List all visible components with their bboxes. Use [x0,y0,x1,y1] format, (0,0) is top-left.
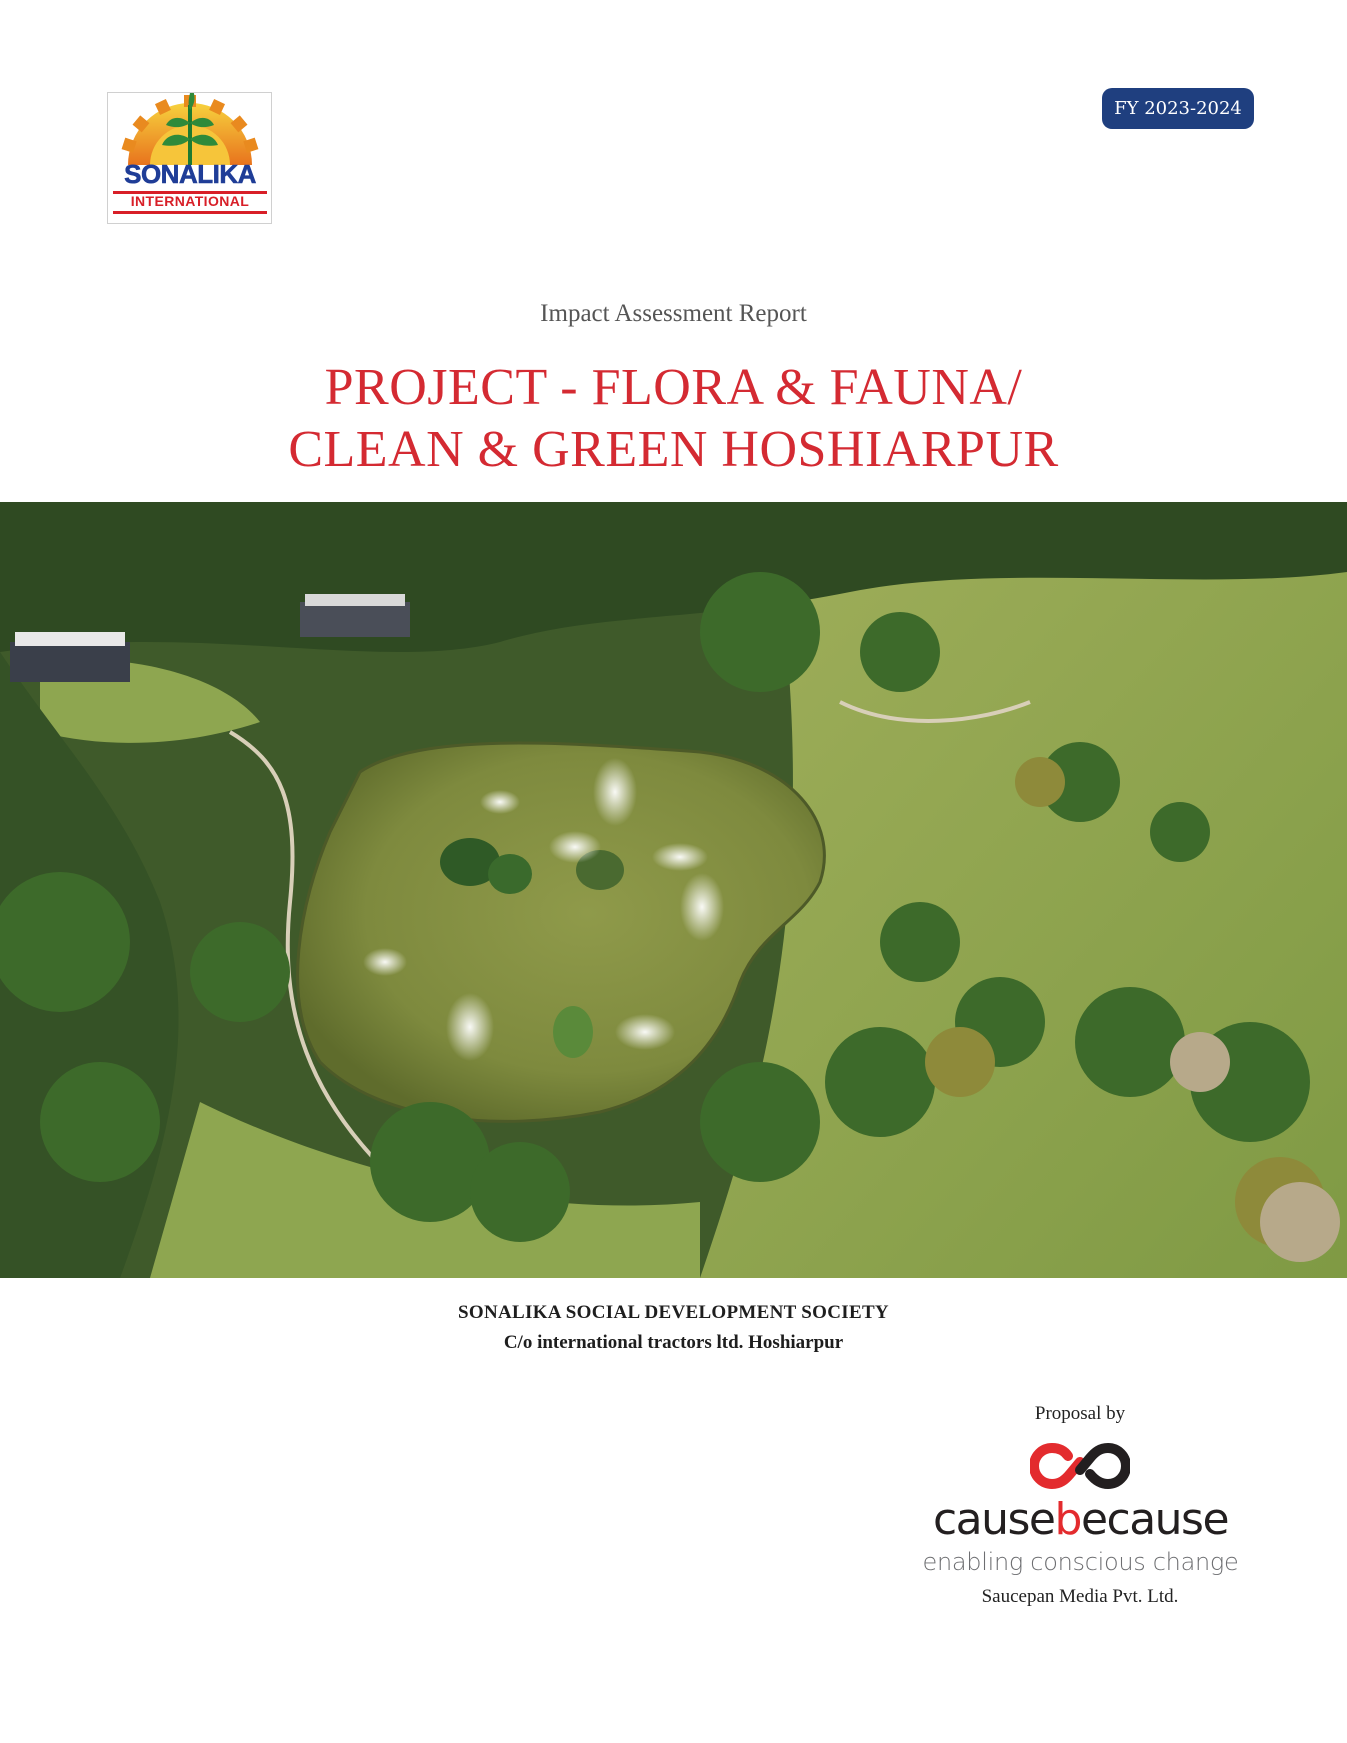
causebecause-wordmark [918,1494,1243,1545]
organization-address: C/o international tractors ltd. Hoshiarpur [503,1332,844,1353]
company-name: Saucepan Media Pvt. Ltd. [981,1586,1179,1607]
brand-part-3: ecause [1080,1494,1229,1545]
logo-subtext: INTERNATIONAL [130,193,250,209]
project-title-line-2: CLEAN & GREEN HOSHIARPUR [288,421,1059,478]
logo-stripe-bottom [113,211,267,214]
organization-name: SONALIKA SOCIAL DEVELOPMENT SOCIETY [458,1302,889,1323]
brand-tagline: enabling conscious change [922,1548,1239,1576]
aerial-park-lake-photo [0,502,1347,1278]
fiscal-year-badge: FY 2023-2024 [1102,88,1254,129]
infinity-link-icon [1030,1442,1130,1490]
proposal-label: Proposal by [1034,1403,1126,1424]
sonalika-logo [107,92,272,224]
brand-part-1: cause [932,1494,1055,1545]
brand-part-2: b [1054,1494,1081,1545]
report-subtitle: Impact Assessment Report [540,300,807,327]
logo-wordmark: SONALIKA [124,159,256,189]
project-title-line-1: PROJECT - FLORA & FAUNA/ [324,359,1023,416]
